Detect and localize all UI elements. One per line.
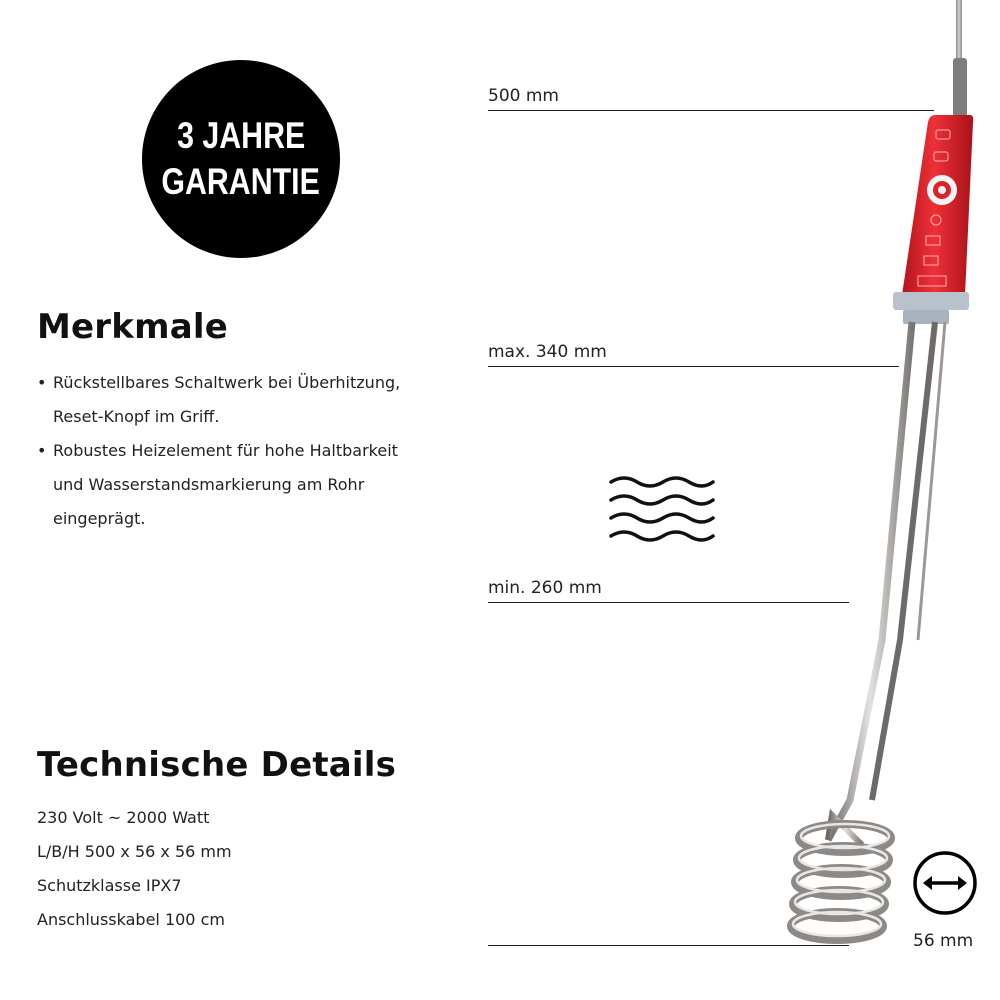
double-arrow-circle-icon (912, 850, 978, 916)
water-waves-icon (608, 474, 716, 548)
feature-text: und Wasserstandsmarkierung am Rohr (53, 475, 365, 494)
total-length-label: 500 mm (488, 86, 559, 106)
spec-power: 230 Volt ~ 2000 Watt (37, 808, 210, 827)
spec-cable-length: Anschlusskabel 100 cm (37, 910, 225, 929)
feature-text: Robustes Heizelement für hohe Haltbarkeit (53, 441, 398, 460)
bullet: • (37, 441, 47, 460)
warranty-badge-line2: GARANTIE (161, 161, 321, 202)
features-heading: Merkmale (37, 307, 228, 347)
feature-item (35, 434, 435, 536)
spec-dimensions: L/B/H 500 x 56 x 56 mm (37, 842, 232, 861)
warranty-badge (142, 60, 340, 258)
spec-protection-class: Schutzklasse IPX7 (37, 876, 182, 895)
max-depth-label: max. 340 mm (488, 342, 607, 362)
immersion-heater-image (770, 0, 980, 960)
warranty-badge-line1: 3 JAHRE (176, 115, 306, 156)
min-depth-label: min. 260 mm (488, 578, 602, 598)
bullet: • (37, 373, 47, 392)
technical-details-heading: Technische Details (37, 745, 397, 785)
feature-text: eingeprägt. (53, 509, 146, 528)
feature-text: Rückstellbares Schaltwerk bei Überhitzung, (53, 373, 401, 392)
diameter-label: 56 mm (913, 931, 974, 951)
technical-details-list (37, 801, 232, 937)
feature-text: Reset-Knopf im Griff. (53, 407, 220, 426)
features-list (35, 366, 435, 536)
feature-item (35, 366, 435, 434)
